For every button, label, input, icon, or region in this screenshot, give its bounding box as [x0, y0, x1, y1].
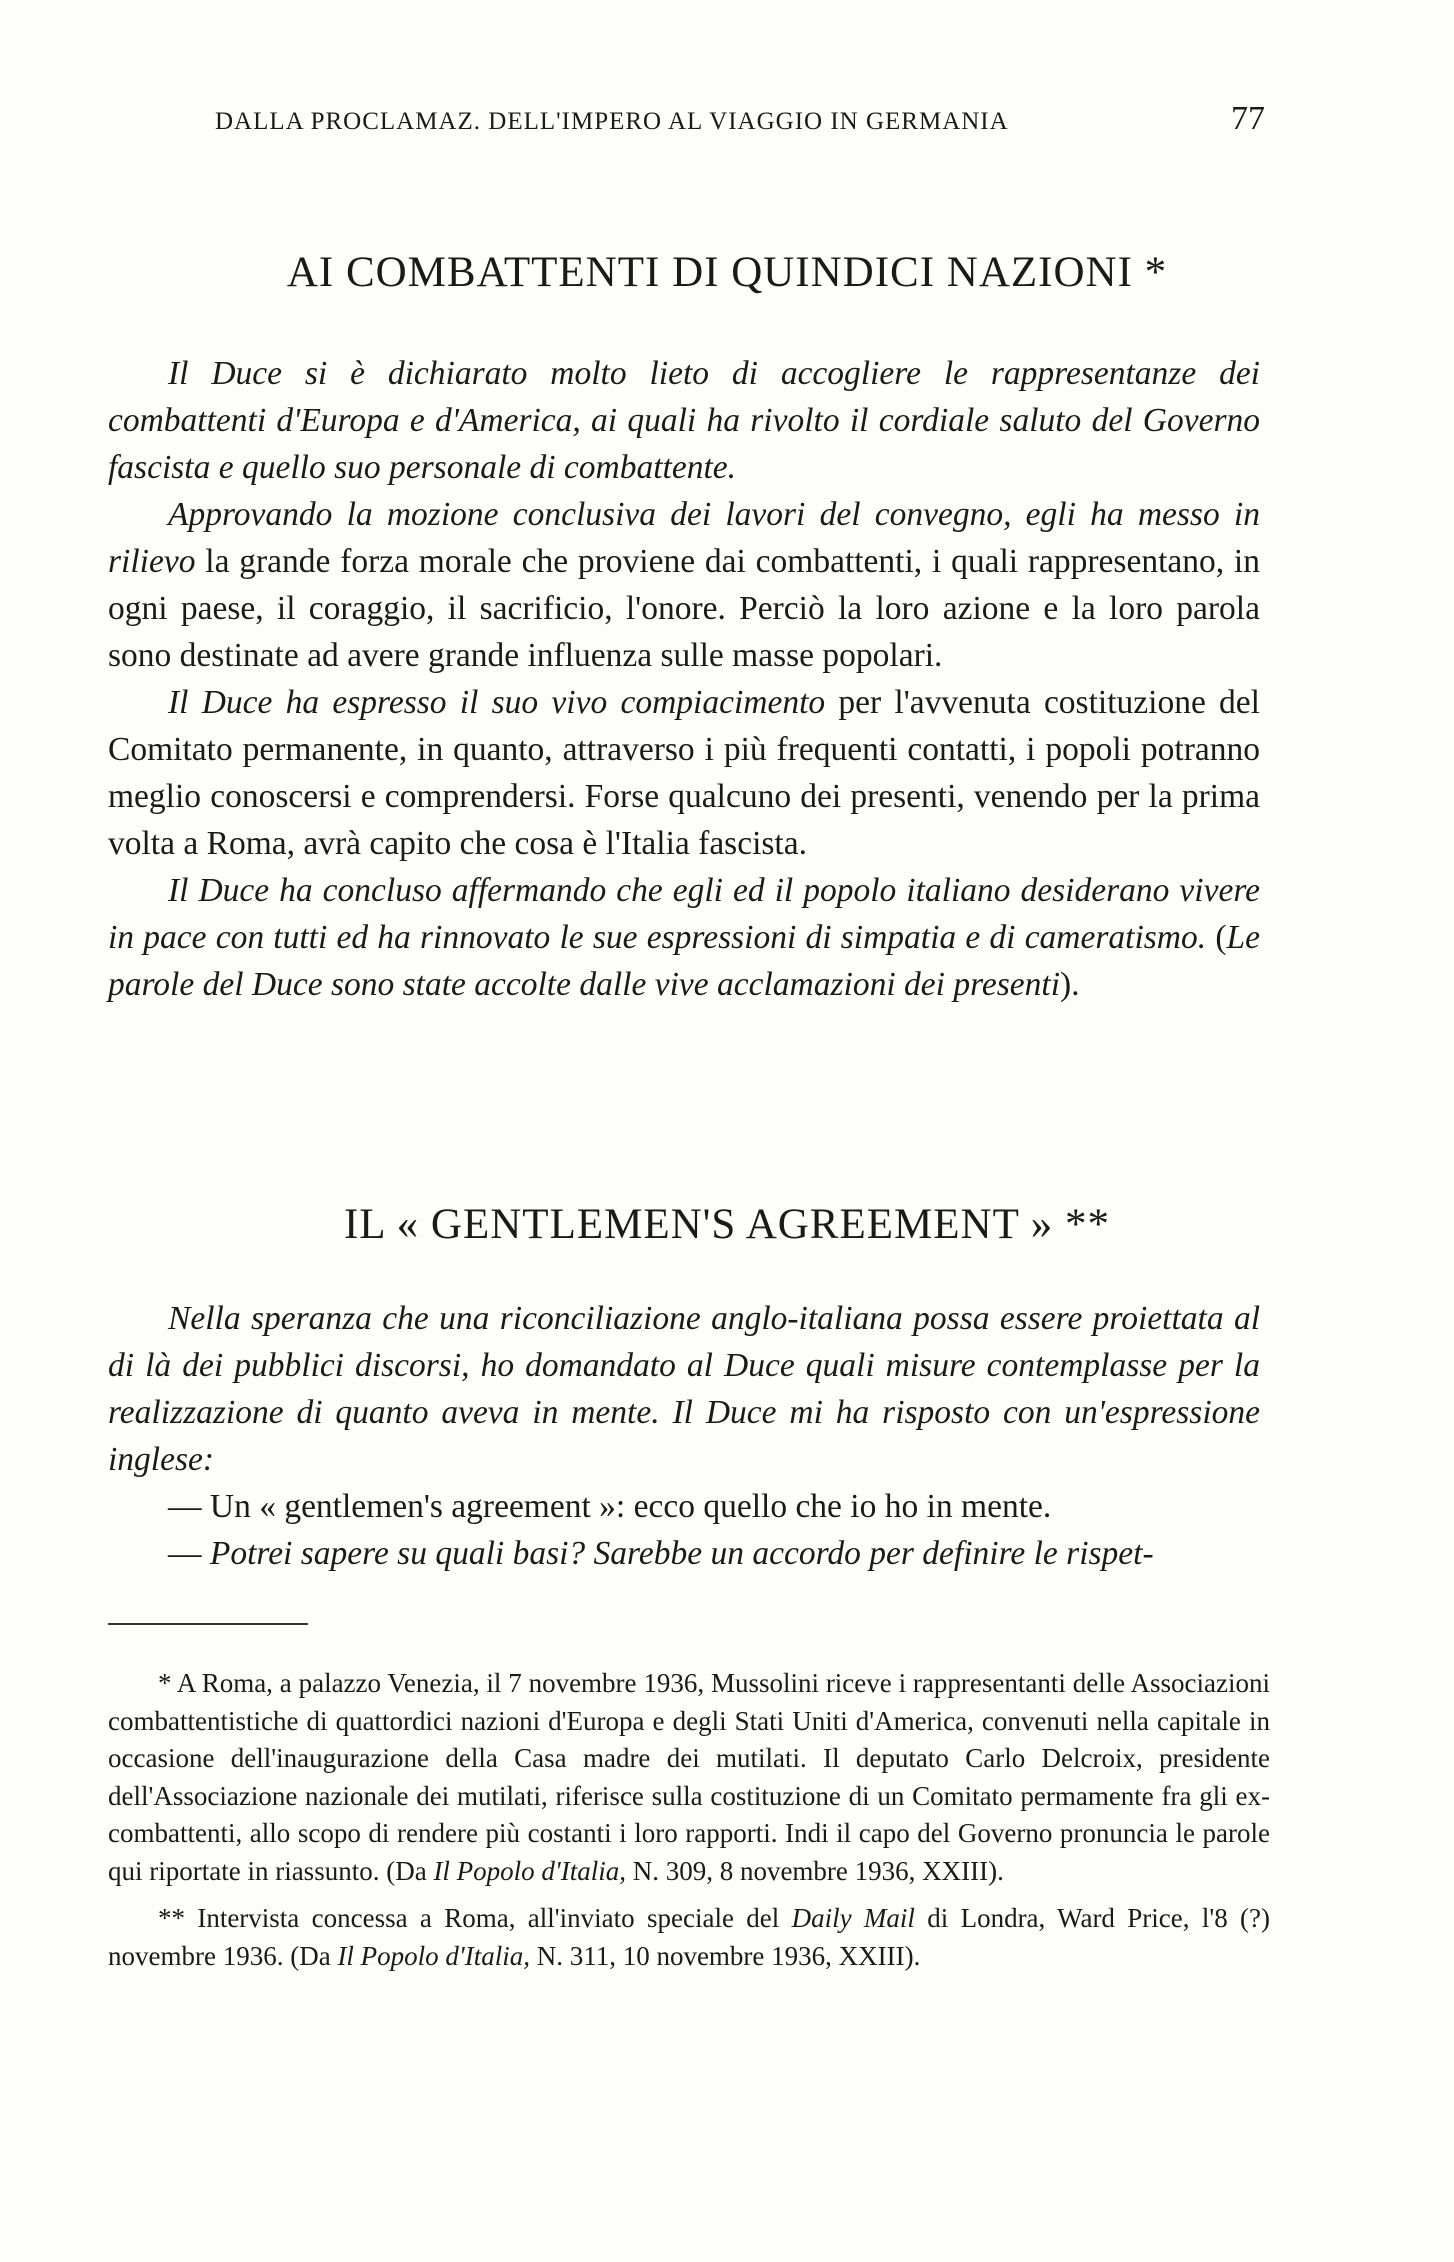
- text-run: —: [168, 1535, 210, 1572]
- paragraph: [108, 491, 1260, 679]
- paragraph: [108, 867, 1260, 1008]
- italic-run: Le parole del Duce sono state accolte dalle vive acclamazioni dei presenti: [108, 919, 1260, 1003]
- italic-run: Daily Mail: [791, 1903, 915, 1933]
- text-run: * A Roma, a palazzo Venezia, il 7 novembre 1936, Mussolini riceve i rappresentanti delle Associazioni combattentistiche di quattordici nazioni d'Europa e degli Stati Uniti d'America, convenuti nella capitale in occasione dell'inaugurazione della Casa madre dei mutilati. Il deputato Carlo Delcroix, presidente dell'Associazione nazionale dei mutilati, riferisce sulla costituzione di un Comitato permamente fra gli ex-combattenti, allo scopo di rendere più costanti i loro rapporti. Indi il capo del Governo pronuncia le parole qui riportate in riassunto. (Da: [108, 1668, 1270, 1886]
- italic-run: Il Popolo d'Italia,: [337, 1940, 530, 1971]
- text-run: ** Intervista concessa a Roma, all'inviato speciale del: [158, 1903, 792, 1933]
- text-run: N. 309, 8 novembre 1936, XXIII).: [625, 1855, 1004, 1886]
- italic-run: Potrei sapere su quali basi? Sarebbe un accordo per definire le rispet-: [209, 1535, 1154, 1572]
- page-header: [215, 100, 1265, 148]
- paragraph: Nella speranza che una riconciliazione anglo-italiana possa essere proiettata al di là dei pubblici discorsi, ho domandato al Duce quali misure contemplasse per la realizzazione di quanto aveva in mente. Il Duce mi ha risposto con un'espressione inglese:: [108, 1300, 1260, 1478]
- paragraph: Il Duce si è dichiarato molto lieto di accogliere le rappresentanze dei combattenti d'Europa e d'America, ai quali ha rivolto il cordiale saluto del Governo fascista e quello suo personale di combattente.: [108, 355, 1260, 486]
- footnote: [108, 1900, 1270, 1975]
- text-run: per l'avvenuta costituzione del Comitato permanente, in quanto, attraverso i più frequenti contatti, i popoli potranno meglio conoscersi e comprendersi. Forse qualcuno dei presenti, venendo per la prima volta a Roma, avrà capito che cosa è l'Italia fascista.: [108, 684, 1260, 862]
- paragraph: [108, 679, 1260, 867]
- running-title: DALLA PROCLAMAZ. DELL'IMPERO AL VIAGGIO IN GERMANIA: [215, 108, 1009, 135]
- text-run: ).: [1060, 966, 1080, 1003]
- italic-run: Il Popolo d'Italia,: [433, 1855, 626, 1886]
- text-run: (: [1215, 919, 1227, 956]
- italic-run: Il Duce ha espresso il suo vivo compiacimento: [168, 684, 826, 721]
- section-body-gentlemens-agreement: [108, 1295, 1260, 1577]
- text-run: la grande forza morale che proviene dai combattenti, i quali rappresentano, in ogni paese, il coraggio, il sacrificio, l'onore. Perciò la loro azione e la loro parola sono destinate ad avere grande influenza sulle masse popolari.: [108, 543, 1260, 674]
- section-title-gentlemens-agreement: IL « GENTLEMEN'S AGREEMENT » **: [343, 1201, 1111, 1248]
- dialog-line: [108, 1530, 1260, 1577]
- dialog-line: — Un « gentlemen's agreement »: ecco quello che io ho in mente.: [168, 1488, 1052, 1525]
- section-body-combattenti: [108, 350, 1260, 1008]
- footnotes: [108, 1665, 1270, 1985]
- italic-run: Approvando la mozione conclusiva dei lavori del convegno, egli ha messo in rilievo: [108, 496, 1260, 580]
- text-run: N. 311, 10 novembre 1936, XXIII).: [529, 1940, 921, 1971]
- footnote: [108, 1665, 1270, 1890]
- footnote-divider: [108, 1623, 308, 1625]
- text-run: di Londra, Ward Price, l'8 (?) novembre 1936. (Da: [108, 1903, 1270, 1971]
- page-number: 77: [1231, 100, 1265, 137]
- section-title-combattenti: AI COMBATTENTI DI QUINDICI NAZIONI *: [286, 249, 1168, 296]
- italic-run: Il Duce ha concluso affermando che egli ed il popolo italiano desiderano vivere in pace con tutti ed ha rinnovato le sue espressioni di simpatia e di cameratismo.: [108, 872, 1260, 956]
